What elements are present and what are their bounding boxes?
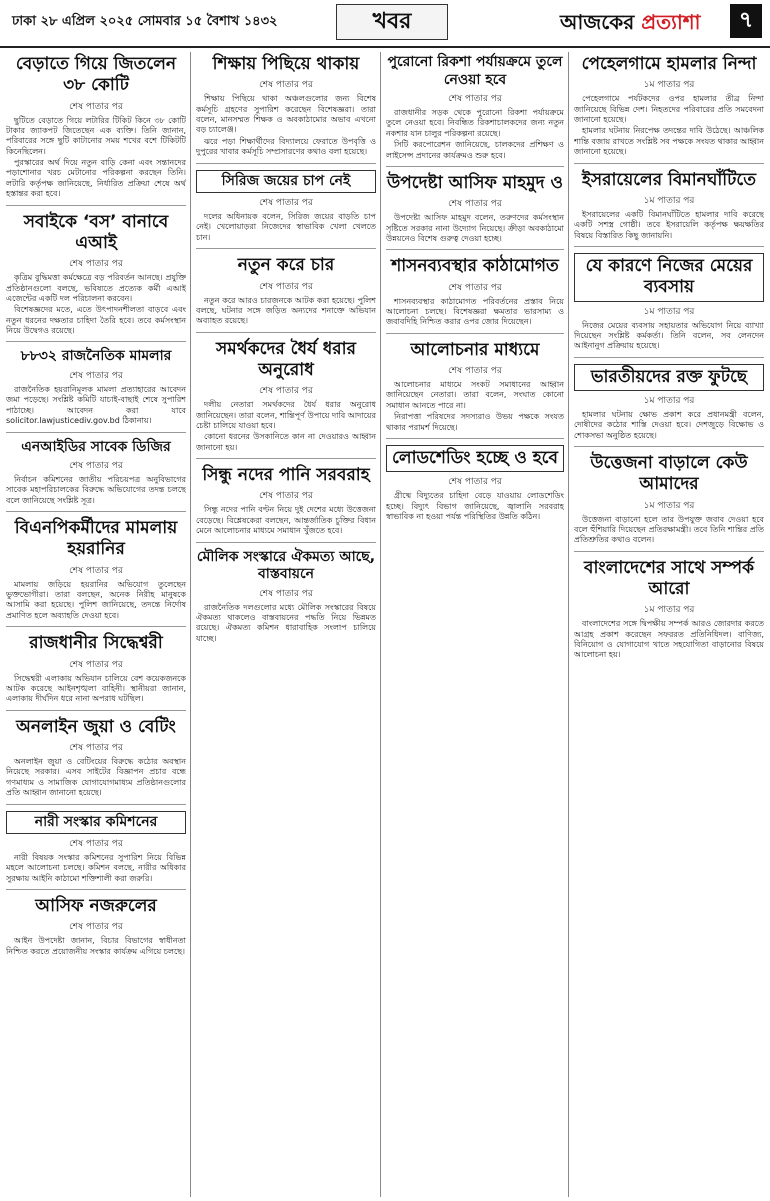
article-body [574, 321, 764, 352]
article-body [6, 853, 186, 884]
article-body [196, 296, 376, 327]
article-continuation-note: ১ম পাতার পর [643, 605, 695, 616]
article-headline: পেহেলগামে হামলার নিন্দা [581, 54, 757, 74]
article-headline: আসিফ নজরুলের [35, 896, 157, 917]
article-paragraph: রাজধানীর সড়ক থেকে পুরোনো রিকশা পর্যায়ক্রমে তুলে নেওয়া হবে। নিবন্ধিত রিকশাচালকদের জন্য নতুন নকশার যান চালুর পরিকল্পনা রয়েছে। [386, 108, 564, 138]
column-2 [196, 52, 376, 1197]
article-headline: নতুন করে চার [237, 255, 335, 276]
article-headline: মৌলিক সংস্কারে ঐকমত্য আছে, বাস্তবায়নে [196, 548, 376, 583]
article-headline: পুরোনো রিকশা পর্যায়ক্রমে তুলে নেওয়া হবে [387, 54, 563, 88]
article-body [574, 410, 764, 441]
article-continuation-note: ১ম পাতার পর [643, 395, 695, 406]
news-article [6, 212, 186, 343]
article-paragraph: রাজনৈতিক দলগুলোর মধ্যে মৌলিক সংস্কারের বিষয়ে ঐকমত্য থাকলেও বাস্তবায়নের পদ্ধতি নিয়ে ভিন্নমত রয়েছে। ঐকমত্য কমিশন ধারাবাহিক সংলাপ চালিয়ে যাচ্ছে। [196, 602, 376, 643]
article-body [196, 505, 376, 536]
article-body [574, 515, 764, 546]
article-paragraph: অনলাইন জুয়া ও বেটিংয়ের বিরুদ্ধে কঠোর অবস্থান নিয়েছে সরকার। এসব সাইটের বিজ্ঞাপন প্রচার বন্ধে গণমাধ্যম ও সামাজিক যোগাযোগমাধ্যম প্রতিষ্ঠানগুলোর প্রতি আহ্বান জানানো হয়েছে। [6, 756, 186, 798]
column-1 [6, 52, 186, 1197]
article-body [574, 210, 764, 241]
article-headline: উত্তেজনা বাড়ালে কেউ আমাদের [590, 453, 748, 495]
article-body [386, 297, 564, 328]
article-body [6, 116, 186, 200]
article-paragraph: নিজের মেয়ের ব্যবসায় সহায়তার অভিযোগ নিয়ে ব্যাখ্যা দিয়েছেন সংশ্লিষ্ট কর্মকর্তা। তিনি বলেন, সব লেনদেন আইনানুগ প্রক্রিয়ায় হয়েছে। [574, 320, 764, 351]
article-paragraph: কৃত্রিম বুদ্ধিমত্তা কর্মক্ষেত্রে বড় পরিবর্তন আনছে। প্রযুক্তি প্রতিষ্ঠানগুলো বলছে, ভবিষ্যতে প্রত্যেক কর্মী এআই এজেন্টের একটি দল পরিচালনা করবেন। [6, 273, 186, 303]
article-headline: নারী সংস্কার কমিশনের [6, 811, 186, 835]
news-article [196, 339, 376, 459]
article-continuation-note: শেষ পাতার পর [69, 259, 123, 270]
article-headline: সিরিজ জয়ের চাপ নেই [196, 170, 376, 194]
article-paragraph: আলোচনার মাধ্যমে সংকট সমাধানের আহ্বান জানিয়েছেন নেতারা। তারা বলেন, সংঘাত কোনো সমাধান আনতে পারে না। [386, 380, 564, 410]
article-continuation-note: শেষ পাতার পর [69, 370, 123, 381]
article-continuation-note: শেষ পাতার পর [69, 101, 123, 112]
article-headline: শিক্ষায় পিছিয়ে থাকায় [212, 54, 360, 74]
news-article [196, 465, 376, 542]
article-continuation-note: শেষ পাতার পর [69, 742, 123, 753]
article-headline: উপদেষ্টা আসিফ মাহমুদ ও [387, 172, 563, 193]
article-continuation-note: শেষ পাতার পর [69, 922, 123, 933]
column-4 [574, 52, 764, 1197]
article-body [6, 757, 186, 799]
article-continuation-note: ১ম পাতার পর [643, 500, 695, 511]
news-article [6, 439, 186, 513]
news-article [6, 54, 186, 206]
column-divider [380, 52, 381, 1197]
article-headline: লোডশেডিং হচ্ছে ও হবে [386, 445, 564, 472]
column-3 [386, 52, 564, 1197]
article-paragraph: নিরাপত্তা পরিষদের সদস্যরাও উভয় পক্ষকে সংযত থাকার পরামর্শ দিয়েছে। [386, 412, 564, 432]
article-headline: ইসরায়েলের বিমানঘাঁটিতে [582, 169, 756, 190]
news-article [196, 255, 376, 332]
article-body [6, 475, 186, 506]
news-article [386, 173, 564, 250]
article-body [6, 674, 186, 705]
article-body [574, 619, 764, 661]
news-article [6, 896, 186, 962]
article-body [6, 273, 186, 336]
article-paragraph: মামলায় জড়িয়ে হয়রানির অভিযোগ তুলেছেন ভুক্তভোগীরা। তারা বলছেন, অনেক নিরীহ মানুষকে আসামি করা হয়েছে। পুলিশ জানিয়েছে, তদন্তে নির্দোষ প্রমাণিত হলে অব্যাহতি দেওয়া হবে। [6, 579, 186, 620]
news-article [196, 54, 376, 164]
article-continuation-note: ১ম পাতার পর [643, 195, 695, 206]
article-body [386, 108, 564, 161]
article-continuation-note: শেষ পাতার পর [69, 839, 123, 849]
article-paragraph: সিদ্ধেশ্বরী এলাকায় অভিযান চালিয়ে বেশ কয়েকজনকে আটক করেছে আইনশৃঙ্খলা বাহিনী। স্থানীয়রা জানান, এলাকায় দীর্ঘদিন ধরে নানা অপরাধ ঘটছিল। [6, 673, 186, 704]
news-article [574, 54, 764, 164]
news-article [6, 633, 186, 710]
article-paragraph: দলীয় নেতারা সমর্থকদের ধৈর্য ধরার অনুরোধ জানিয়েছেন। তারা বলেন, শান্তিপূর্ণ উপায়ে দাবি আদায়ের চেষ্টা চালিয়ে যাওয়া হবে। [196, 400, 376, 430]
section-label: খবর [336, 4, 448, 40]
article-continuation-note: শেষ পাতার পর [448, 282, 502, 293]
newspaper-logo [560, 8, 700, 41]
article-body [6, 936, 186, 957]
news-article [574, 364, 764, 447]
article-headline: সমর্থকদের ধৈর্য ধরার অনুরোধ [216, 338, 356, 380]
logo-part-1: আজকের [560, 10, 635, 34]
article-continuation-note: শেষ পাতার পর [69, 461, 123, 472]
column-divider [568, 52, 569, 1197]
article-continuation-note: শেষ পাতার পর [259, 386, 313, 397]
article-headline: বাংলাদেশের সাথে সম্পর্ক আরো [584, 557, 754, 600]
article-continuation-note: শেষ পাতার পর [259, 80, 313, 91]
date-line: ঢাকা ২৮ এপ্রিল ২০২৫ সোমবার ১৫ বৈশাখ ১৪৩২ [12, 14, 278, 29]
article-paragraph: বিশেষজ্ঞদের মতে, এতে উৎপাদনশীলতা বাড়বে এবং নতুন ধরনের দক্ষতার চাহিদা তৈরি হবে। তবে কর্মসংস্থান নিয়ে উদ্বেগও রয়েছে। [6, 305, 186, 336]
news-article [574, 170, 764, 247]
article-body [196, 212, 376, 243]
news-article [386, 445, 564, 527]
article-continuation-note: শেষ পাতার পর [69, 659, 123, 670]
column-divider [190, 52, 191, 1197]
news-article [574, 558, 764, 666]
article-headline: সবাইকে ‘বস’ বানাবে এআই [23, 211, 169, 253]
article-continuation-note: শেষ পাতার পর [259, 588, 313, 599]
article-paragraph: গ্রীষ্মে বিদ্যুতের চাহিদা বেড়ে যাওয়ায় লোডশেডিং হচ্ছে। বিদ্যুৎ বিভাগ জানিয়েছে, জ্বালানি সরবরাহ স্বাভাবিক না হওয়া পর্যন্ত পরিস্থিতির উন্নতি কঠিন। [386, 491, 564, 522]
news-article [196, 549, 376, 650]
article-headline: সিন্ধু নদের পানি সরবরাহ [202, 465, 370, 486]
news-article [6, 348, 186, 432]
news-article [386, 340, 564, 439]
article-body [386, 213, 564, 244]
article-headline: এনআইডির সাবেক ডিজির [21, 438, 171, 455]
news-article [6, 811, 186, 891]
article-headline: আলোচনার মাধ্যমে [410, 339, 540, 360]
article-paragraph: উত্তেজনা বাড়ানো হলে তার উপযুক্ত জবাব দেওয়া হবে বলে হুঁশিয়ারি দিয়েছেন প্রতিরক্ষামন্ত্রী। তবে তিনি শান্তির প্রতি প্রতিশ্রুতির কথাও বলেন। [574, 514, 764, 545]
news-article [6, 518, 186, 627]
article-body [196, 400, 376, 453]
article-headline: বিএনপিকর্মীদের মামলায় হয়রানির [14, 518, 178, 560]
article-paragraph: কোনো ধরনের উসকানিতে কান না দেওয়ারও আহ্বান জানানো হয়। [196, 432, 376, 452]
page-number: ৭ [730, 4, 762, 38]
article-paragraph: ইসরায়েলের একটি বিমানঘাঁটিতে হামলার দাবি করেছে একটি সশস্ত্র গোষ্ঠী। তবে ইসরায়েলি কর্তৃপক্ষ ক্ষয়ক্ষতির বিষয়ে বিস্তারিত কিছু জানায়নি। [574, 209, 764, 240]
article-paragraph: রাজনৈতিক হয়রানিমূলক মামলা প্রত্যাহারের আবেদন জমা পড়েছে। সংশ্লিষ্ট কমিটি যাচাই-বাছাই শেষে সুপারিশ পাঠাচ্ছে। আবেদন করা যাবে solicitor.lawjusticediv.gov.bd ঠিকানায়। [6, 384, 186, 426]
article-paragraph: উপদেষ্টা আসিফ মাহমুদ বলেন, তরুণদের কর্মসংস্থান সৃষ্টিতে সরকার নানা উদ্যোগ নিয়েছে। ক্রীড়া অবকাঠামো উন্নয়নেও বিশেষ গুরুত্ব দেওয়া হচ্ছে। [386, 213, 564, 243]
article-body [574, 94, 764, 157]
article-headline: বেড়াতে গিয়ে জিতলেন ৩৮ কোটি [15, 54, 177, 96]
news-article [574, 253, 764, 358]
article-continuation-note: শেষ পাতার পর [448, 94, 502, 104]
article-headline: ভারতীয়দের রক্ত ফুটছে [574, 364, 764, 391]
article-continuation-note: ১ম পাতার পর [643, 306, 695, 317]
news-article [574, 453, 764, 552]
article-continuation-note: শেষ পাতার পর [259, 198, 313, 209]
article-body [386, 380, 564, 433]
article-paragraph: শাসনব্যবস্থার কাঠামোগত পরিবর্তনের প্রস্তাব নিয়ে আলোচনা চলছে। বিশেষজ্ঞরা ক্ষমতার ভারসাম্য ও জবাবদিহি নিশ্চিত করার ওপর জোর দিয়েছেন। [386, 296, 564, 327]
article-continuation-note: ১ম পাতার পর [643, 80, 695, 91]
article-paragraph: আইন উপদেষ্টা জানান, বিচার বিভাগের স্বাধীনতা নিশ্চিত করতে প্রয়োজনীয় সংস্কার কার্যক্রম এগিয়ে চলছে। [6, 936, 186, 956]
logo-part-2: প্রত্যাশা [641, 10, 701, 34]
article-headline: ৮৮৩২ রাজনৈতিক মামলার [20, 348, 172, 365]
article-continuation-note: শেষ পাতার পর [69, 565, 123, 576]
article-paragraph: হামলার ঘটনায় নিরপেক্ষ তদন্তের দাবি উঠেছে। আঞ্চলিক শান্তি বজায় রাখতে সংশ্লিষ্ট সব পক্ষকে সংযত থাকার আহ্বান জানানো হয়েছে। [574, 126, 764, 157]
article-paragraph: ছুটিতে বেড়াতে গিয়ে লটারির টিকিট কিনে ৩৮ কোটি টাকার জ্যাকপট জিতেছেন এক ব্যক্তি। তিনি জানান, পরিবারের সঙ্গে ছুটি কাটানোর সময় শখের বশে টিকিটটি কিনেছিলেন। [6, 115, 186, 156]
article-continuation-note: শেষ পাতার পর [448, 199, 502, 210]
news-article [386, 54, 564, 167]
article-paragraph: দলের অধিনায়ক বলেন, সিরিজ জয়ের বাড়তি চাপ নেই। খেলোয়াড়রা নিজেদের স্বাভাবিক খেলা খেলতে চান। [196, 212, 376, 242]
article-paragraph: বাংলাদেশের সঙ্গে দ্বিপক্ষীয় সম্পর্ক আরও জোরদার করতে আগ্রহ প্রকাশ করেছেন সফররত প্রতিনিধিদল। বাণিজ্য, বিনিয়োগ ও যোগাযোগ খাতে সহযোগিতা বাড়ানোর বিষয়ে আলোচনা হয়। [574, 619, 764, 660]
article-headline: রাজধানীর সিদ্ধেশ্বরী [29, 633, 163, 654]
article-headline: যে কারণে নিজের মেয়ের ব্যবসায় [574, 253, 764, 302]
article-body [196, 603, 376, 645]
article-paragraph: নতুন করে আরও চারজনকে আটক করা হয়েছে। পুলিশ বলছে, ঘটনার সঙ্গে জড়িত অন্যদের শনাক্তে অভিযান অব্যাহত রয়েছে। [196, 295, 376, 326]
article-headline: অনলাইন জুয়া ও বেটিং [16, 716, 176, 737]
news-article [386, 256, 564, 333]
article-body [196, 94, 376, 157]
news-article [6, 717, 186, 805]
article-paragraph: পুরস্কারের অর্থ দিয়ে নতুন বাড়ি কেনা এবং সন্তানদের পড়াশোনার খরচ মেটানোর পরিকল্পনা করছেন তিনি। লটারি কর্তৃপক্ষ জানিয়েছে, নির্ধারিত প্রক্রিয়া শেষে অর্থ হস্তান্তর করা হবে। [6, 158, 186, 199]
masthead [0, 0, 770, 48]
article-body [6, 580, 186, 622]
news-article [196, 170, 376, 250]
article-body [6, 385, 186, 427]
article-continuation-note: শেষ পাতার পর [448, 366, 502, 377]
article-paragraph: ঝরে পড়া শিক্ষার্থীদের বিদ্যালয়ে ফেরাতে উপবৃত্তি ও দুপুরের খাবার কর্মসূচি সম্প্রসারণের কথাও বলা হয়েছে। [196, 136, 376, 157]
article-paragraph: পেহেলগামে পর্যটকদের ওপর হামলার তীব্র নিন্দা জানিয়েছে বিভিন্ন দেশ। নিহতদের পরিবারের প্রতি সমবেদনা জানানো হয়েছে। [574, 94, 764, 125]
article-paragraph: সিন্ধু নদের পানি বণ্টন নিয়ে দুই দেশের মধ্যে উত্তেজনা বেড়েছে। বিশ্লেষকেরা বলছেন, আন্তর্জাতিক চুক্তির বিধান মেনে আলোচনার মাধ্যমে সমাধান খুঁজতে হবে। [196, 505, 376, 536]
article-continuation-note: শেষ পাতার পর [259, 281, 313, 292]
article-paragraph: সিটি করপোরেশন জানিয়েছে, চালকদের প্রশিক্ষণ ও লাইসেন্স প্রদানের কার্যক্রমও শুরু হবে। [386, 140, 564, 160]
article-body [386, 491, 564, 522]
article-continuation-note: শেষ পাতার পর [448, 477, 502, 488]
article-paragraph: শিক্ষায় পিছিয়ে থাকা অঞ্চলগুলোর জন্য বিশেষ কর্মসূচি গ্রহণের সুপারিশ করেছেন বিশেষজ্ঞরা। তারা বলেন, মানসম্মত শিক্ষক ও অবকাঠামোর অভাব এখনো বড় চ্যালেঞ্জ। [196, 94, 376, 135]
article-headline: শাসনব্যবস্থার কাঠামোগত [391, 256, 559, 277]
article-paragraph: হামলার ঘটনায় ক্ষোভ প্রকাশ করে প্রধানমন্ত্রী বলেন, দোষীদের কঠোর শাস্তি দেওয়া হবে। দেশজুড়ে বিক্ষোভ ও শোকসভা অনুষ্ঠিত হয়েছে। [574, 409, 764, 440]
article-continuation-note: শেষ পাতার পর [259, 491, 313, 502]
article-paragraph: নারী বিষয়ক সংস্কার কমিশনের সুপারিশ নিয়ে বিভিন্ন মহলে আলোচনা চলছে। কমিশন বলছে, নারীর অধিকার সুরক্ষায় আইনি কাঠামো শক্তিশালী করা জরুরি। [6, 853, 186, 883]
article-paragraph: নির্বাচন কমিশনের জাতীয় পরিচয়পত্র অনুবিভাগের সাবেক মহাপরিচালকের বিরুদ্ধে অভিযোগের তদন্ত চলছে বলে জানিয়েছে সংশ্লিষ্ট সূত্র। [6, 475, 186, 505]
